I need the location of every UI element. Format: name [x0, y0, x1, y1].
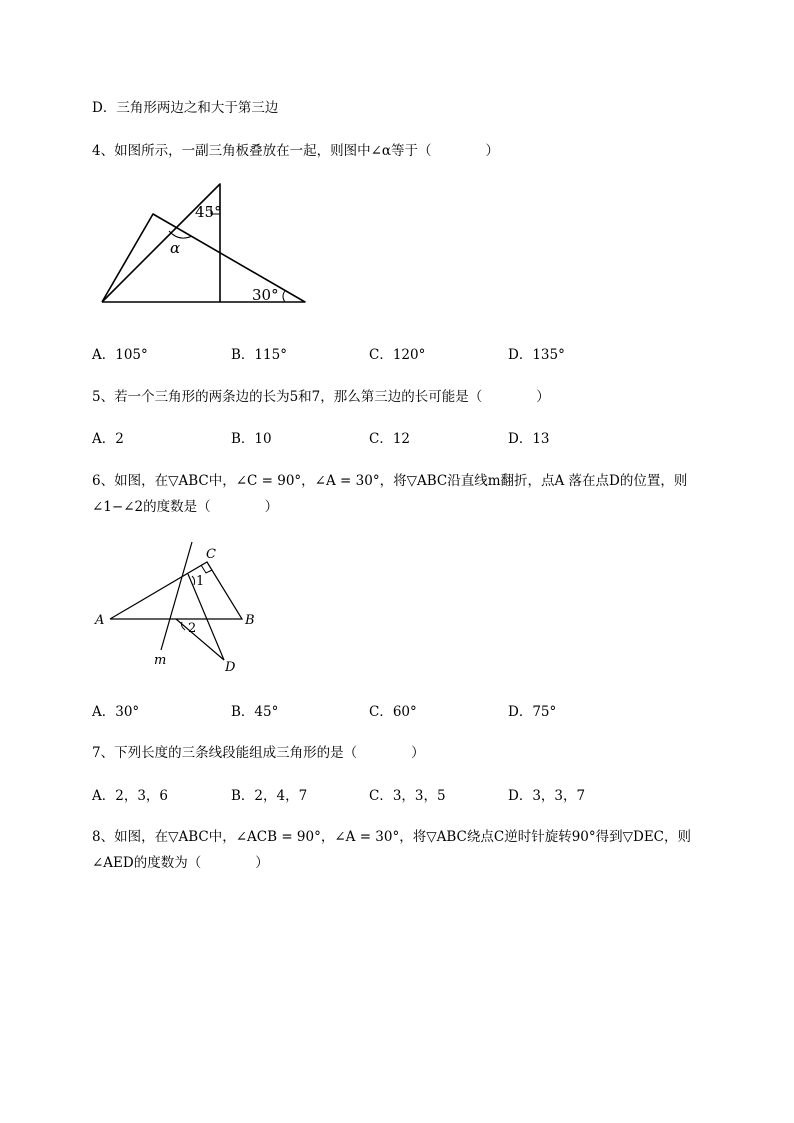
q6-label-c: C [206, 547, 216, 562]
q5-option-b[interactable]: B．10 [231, 431, 272, 447]
q5-option-d[interactable]: D．13 [508, 431, 550, 447]
q7-option-b[interactable]: B．2，4，7 [231, 788, 308, 804]
q4-option-c[interactable]: C．120° [369, 347, 426, 363]
q7-option-a[interactable]: A．2，3，6 [92, 788, 169, 804]
q4-figure [95, 180, 315, 310]
q4-label-alpha: α [170, 239, 181, 257]
q6-label-1: 1 [196, 574, 205, 589]
q4-option-b[interactable]: B．115° [231, 347, 287, 363]
q8-stem-line2: ∠AED的度数为（ ） [92, 855, 269, 871]
q4-option-d[interactable]: D．135° [508, 347, 565, 363]
prev-option-d: D．三角形两边之和大于第三边 [92, 100, 279, 116]
q7-option-d[interactable]: D．3，3，7 [508, 788, 586, 804]
q7-option-c[interactable]: C．3，3，5 [369, 788, 446, 804]
q6-figure [92, 540, 272, 680]
q6-stem-line1: 6、如图，在▽ABC中，∠C = 90°，∠A = 30°，将▽ABC沿直线m翻折，点A 落在点D的位置，则 [92, 473, 688, 489]
q6-label-d: D [225, 660, 236, 675]
q6-stem-line2: ∠1−∠2的度数是（ ） [92, 499, 279, 515]
q8-stem-line1: 8、如图，在▽ABC中，∠ACB = 90°，∠A = 30°，将▽ABC绕点C逆时针旋转90°得到▽DEC，则 [92, 829, 692, 845]
q5-stem: 5、若一个三角形的两条边的长为5和7，那么第三边的长可能是（ ） [92, 389, 550, 405]
q4-label-30: 30° [252, 286, 279, 304]
q6-option-c[interactable]: C．60° [369, 704, 417, 720]
q4-option-a[interactable]: A．105° [92, 347, 148, 363]
q5-option-c[interactable]: C．12 [369, 431, 411, 447]
q4-label-45: 45° [195, 203, 222, 221]
q6-option-d[interactable]: D．75° [508, 704, 557, 720]
q6-label-a: A [95, 613, 105, 628]
q6-triangle-abc [110, 562, 242, 619]
q4-stem: 4、如图所示，一副三角板叠放在一起，则图中∠α等于（ ） [92, 143, 500, 159]
q6-label-b: B [245, 613, 255, 628]
q5-option-a[interactable]: A．2 [92, 431, 124, 447]
q6-label-m: m [154, 653, 167, 668]
q6-option-b[interactable]: B．45° [231, 704, 279, 720]
q6-option-a[interactable]: A．30° [92, 704, 140, 720]
q6-label-2: 2 [188, 621, 197, 636]
q7-stem: 7、下列长度的三条线段能组成三角形的是（ ） [92, 745, 425, 761]
